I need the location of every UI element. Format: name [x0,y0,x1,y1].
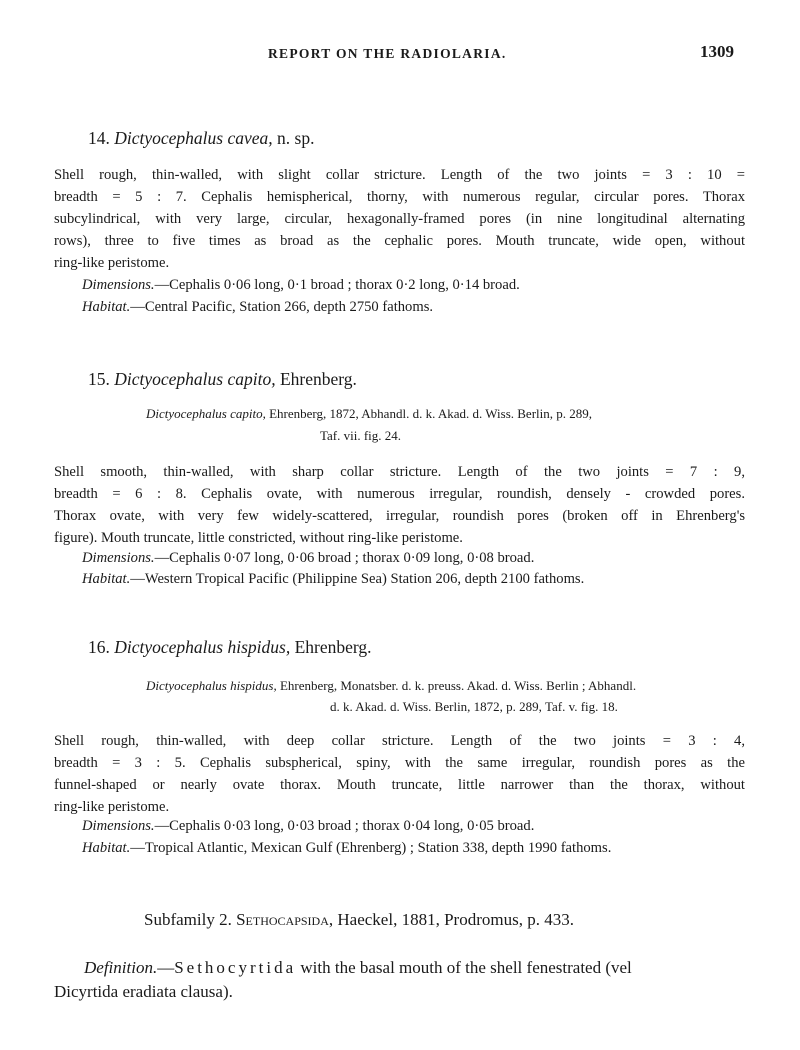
habitat-label: Habitat. [82,299,131,315]
running-title: REPORT ON THE RADIOLARIA. [268,46,507,61]
dimensions-15 [82,547,742,569]
dimensions-14 [82,274,742,296]
definition [54,956,754,1004]
habitat-label: Habitat. [82,840,131,856]
habitat-text: —Central Pacific, Station 266, depth 2750 fathoms. [130,299,434,315]
description-line: rows), three to five times as broad as the cephalic pores. Mouth truncate, wide open, without [54,233,745,249]
reference-16-line2: d. k. Akad. d. Wiss. Berlin, 1872, p. 289, Taf. v. fig. 18. [330,699,618,714]
species-author: Ehrenberg. [294,637,372,657]
dimensions-label: Dimensions. [82,277,155,293]
species-description-15 [54,461,745,549]
habitat-label: Habitat. [82,571,131,587]
subfamily-name: Sethocapsida, [236,910,334,929]
reference-text: Ehrenberg, 1872, Abhandl. d. k. Akad. d. Wiss. Berlin, p. 289, [269,406,592,421]
dimensions-label: Dimensions. [82,550,155,566]
description-line: breadth = 6 : 8. Cephalis ovate, with numerous irregular, roundish, densely - crowded pores. [54,486,745,502]
description-line: funnel-shaped or nearly ovate thorax. Mouth truncate, little narrower than the thorax, without [54,777,745,793]
species-description-14 [54,164,745,274]
species-number: 14. [88,128,110,148]
dimensions-text: —Cephalis 0·03 long, 0·03 broad ; thorax 0·04 long, 0·05 broad. [154,818,535,834]
dimensions-16 [82,815,742,837]
species-heading-14 [88,128,314,149]
definition-label: Definition. [84,958,158,977]
subfamily-heading [144,910,574,930]
habitat-16 [82,837,742,859]
description-line: breadth = 3 : 5. Cephalis subspherical, spiny, with the same irregular, roundish pores as the [54,755,745,771]
species-description-16 [54,730,745,818]
habitat-15 [82,568,742,590]
definition-dash: — [157,958,175,977]
species-author: n. sp. [277,128,315,148]
definition-term: Sethocyrtida [174,958,297,977]
description-line: ring-like peristome. [54,799,170,815]
running-head [0,42,800,70]
description-line: figure). Mouth truncate, little constricted, without ring-like peristome. [54,530,463,546]
species-name: Dictyocephalus cavea, [114,128,273,148]
description-line: Shell rough, thin-walled, with deep collar stricture. Length of the two joints = 3 : 4, [54,733,745,749]
subfamily-citation: Haeckel, 1881, Prodromus, p. 433. [337,910,574,929]
reference-15-line2: Taf. vii. fig. 24. [320,428,402,443]
dimensions-text: —Cephalis 0·06 long, 0·1 broad ; thorax 0·2 long, 0·14 broad. [154,277,520,293]
habitat-14 [82,296,742,318]
habitat-text: —Western Tropical Pacific (Philippine Sea) Station 206, depth 2100 fathoms. [130,571,585,587]
reference-name: Dictyocephalus capito, [146,406,266,421]
definition-line-2: Dicyrtida eradiata clausa). [54,982,233,1001]
description-line: breadth = 5 : 7. Cephalis hemispherical, thorny, with numerous regular, circular pores. Thorax [54,189,745,205]
definition-text: with the basal mouth of the shell fenestrated (vel [296,958,632,977]
species-number: 15. [88,369,110,389]
description-line: ring-like peristome. [54,255,170,271]
species-heading-16 [88,637,372,658]
dimensions-text: —Cephalis 0·07 long, 0·06 broad ; thorax 0·09 long, 0·08 broad. [154,550,535,566]
species-name: Dictyocephalus capito, [114,369,276,389]
species-heading-15 [88,369,357,390]
description-line: subcylindrical, with very large, circular, hexagonally-framed pores (in nine longitudinal alternating [54,211,745,227]
description-line: Thorax ovate, with very few widely-scattered, irregular, roundish pores (broken off in Ehrenberg's [54,508,745,524]
reference-16-line1 [146,675,636,696]
species-name: Dictyocephalus hispidus, [114,637,291,657]
reference-15-line1 [146,403,592,424]
subfamily-prefix: Subfamily 2. [144,910,232,929]
description-line: Shell rough, thin-walled, with slight collar stricture. Length of the two joints = 3 : 10 = [54,167,745,183]
definition-line-1 [54,956,754,980]
description-line: Shell smooth, thin-walled, with sharp collar stricture. Length of the two joints = 7 : 9, [54,464,745,480]
reference-name: Dictyocephalus hispidus, [146,678,277,693]
reference-text: Ehrenberg, Monatsber. d. k. preuss. Akad. d. Wiss. Berlin ; Abhandl. [279,678,637,693]
species-author: Ehrenberg. [279,369,357,389]
habitat-text: —Tropical Atlantic, Mexican Gulf (Ehrenberg) ; Station 338, depth 1990 fathoms. [130,840,612,856]
species-number: 16. [88,637,110,657]
page-number: 1309 [700,42,734,61]
dimensions-label: Dimensions. [82,818,155,834]
